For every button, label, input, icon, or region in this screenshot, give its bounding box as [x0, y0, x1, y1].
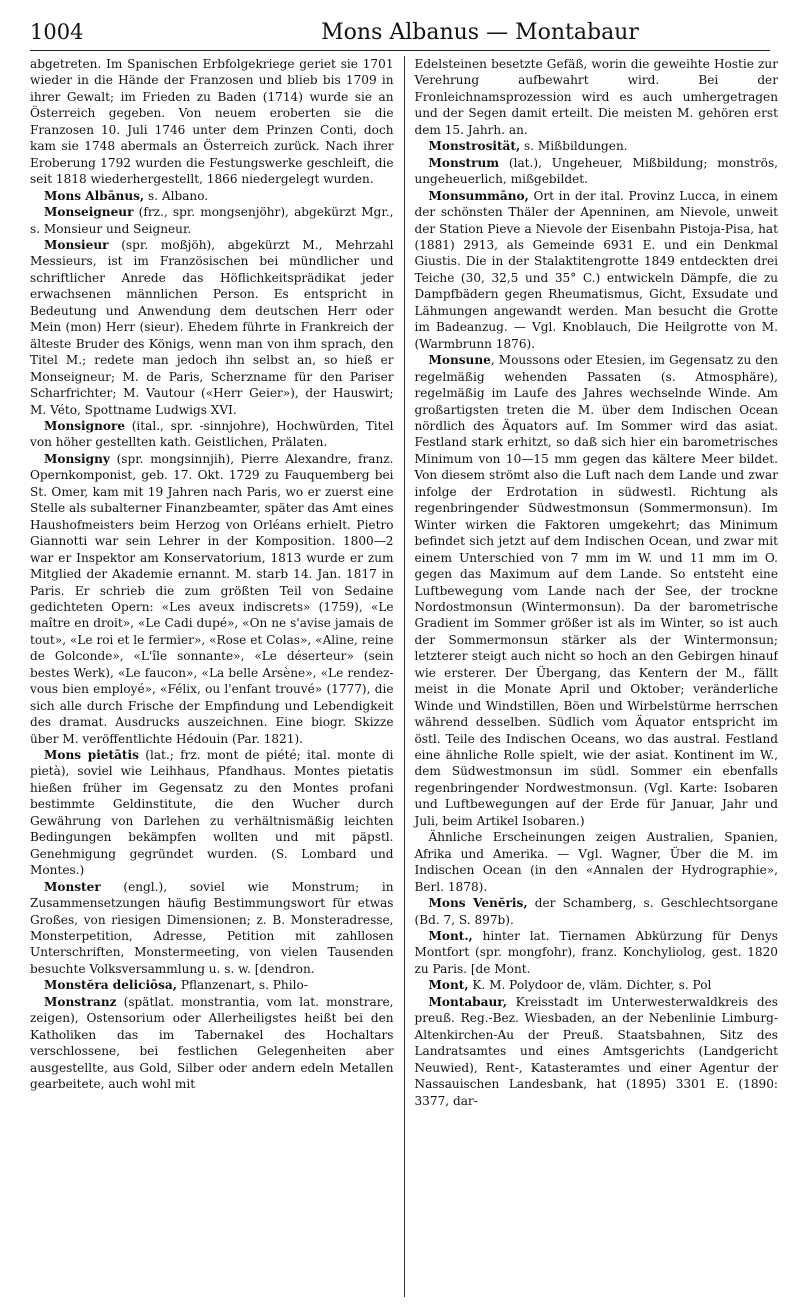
- dictionary-entry: [414, 829, 778, 895]
- entry-text: (spätlat. monstrantia, vom lat. monstrare, zeigen), Ostensorium oder Allerheiligstes heißt bei den Katholiken das im Tabernakel des Hochaltars verschlossene, bei festlichen Gelegenheiten aber ausgestellte, aus Gold, Silber oder andern edeln Metallen gearbeitete, auch wohl mit: [30, 994, 394, 1092]
- page-number: 1004: [30, 20, 84, 44]
- entry-text: (lat.; frz. mont de piété; ital. monte di pietà), soviel wie Leihhaus, Pfandhaus. Montes pietatis hießen früher im Gegensatz zu den Montes profani bestimmte Geldinstitute, die den Wucher durch Gewährung von Darlehen zu verhältnismäßig leichten Bedingungen bekämpfen wollten und mit päpstl. Genehmigung gegründet wurden. (S. Lombard und Montes.): [30, 748, 394, 878]
- entry-text: (spr. moßjöh), abgekürzt M., Mehrzahl Messieurs, ist im Französischen bei mündlicher und schriftlicher Anrede das Höflichkeitsprädikat jeder erwachsenen männlichen Person. Es entspricht in Bedeutung und Anwendung dem deutschen Herr oder Mein (mon) Herr (sieur). Ehedem führte in Frankreich der älteste Bruder des Königs, wenn man von ihm sprach, den Titel M.; redete man jedoch ihn selbst an, so hieß er Monseigneur; M. de Paris, Scherzname für den Pariser Scharfrichter; M. Vautour («Herr Geier»), der Hauswirt; M. Véto, Spottname Ludwigs XVI.: [30, 237, 394, 417]
- entry-text: Kreisstadt im Unterwesterwaldkreis des preuß. Reg.-Bez. Wiesbaden, an der Nebenlinie Limburg-Altenkirchen-Au der Preuß. Staatsbahnen, Sitz des Landratsamtes und eines Amtsgerichts (Landgericht Neuwied), Rent-, Katasteramtes und einer Agentur der Nassauischen Landesbank, hat (1895) 3301 E. (1890: 3377, dar-: [414, 994, 778, 1108]
- entry-headword: Monstranz: [44, 994, 117, 1009]
- entry-text: (lat.), Ungeheuer, Mißbildung; monströs, ungeheuerlich, mißgebildet.: [414, 155, 778, 187]
- entry-text: (frz., spr. mongsenjöhr), abgekürzt Mgr., s. Monsieur und Seigneur.: [30, 205, 394, 236]
- dictionary-entry: [30, 977, 394, 993]
- dictionary-entry: [30, 747, 394, 879]
- entry-text: (ital., spr. -sinnjohre), Hochwürden, Titel von höher gestellten kath. Geistlichen, Prälaten.: [30, 418, 394, 450]
- entry-text: hinter lat. Tiernamen Abkürzung für Denys Montfort (spr. mongfohr), franz. Konchyliolog, gest. 1820 zu Paris. [de Mont.: [414, 929, 778, 976]
- right-column: [410, 56, 778, 1297]
- entry-text: s. Mißbildungen.: [520, 139, 628, 154]
- dictionary-entry: [414, 188, 778, 353]
- dictionary-entry: [30, 994, 394, 1093]
- dictionary-entry: [414, 138, 778, 154]
- entry-text: s. Albano.: [144, 188, 209, 203]
- entry-headword: Monsune: [428, 353, 491, 368]
- entry-headword: Mont,: [428, 978, 469, 993]
- entry-headword: Mons Albānus,: [44, 188, 145, 203]
- entry-headword: Mons Venĕris,: [428, 896, 528, 911]
- entry-headword: Monsigny: [44, 451, 110, 466]
- entry-text: (spr. mongsinnjih), Pierre Alexandre, franz. Opernkomponist, geb. 17. Okt. 1729 zu Fauquemberg bei St. Omer, kam mit 19 Jahren nach Paris, wo er zuerst eine Stelle als subalterner Finanzbeamter, später das Amt eines Haushofmeisters beim Herzog von Orléans erhielt. Pietro Giannotti war sein Lehrer in der Komposition. 1800—2 war er Inspektor am Konservatorium, 1813 wurde er zum Mitglied der Akademie ernannt. M. starb 14. Jan. 1817 in Paris. Er schrieb die zum größten Teil von Sedaine gedichteten Opern: «Les aveux indiscrets» (1759), «Le maître en droit», «Le Cadi dupé», «On ne s'avise jamais de tout», «Le roi et le fermier», «Rose et Colas», «Aline, reine de Golconde», «L'île sonnante», «Le déserteur» (sein bestes Werk), «Le faucon», «La belle Arsène», «Le rendez-vous bien employé», «Félix, ou l'enfant trouvé» (1777), die sich alle durch Frische der Empfindung und Lebendigkeit des dramat. Ausdrucks auszeichnen. Eine biogr. Skizze über M. veröffentlichte Hédouin (Par. 1821).: [30, 451, 394, 746]
- dictionary-entry: [30, 188, 394, 204]
- entry-headword: Montabaur,: [428, 994, 507, 1009]
- dictionary-entry: [414, 928, 778, 977]
- dictionary-entry: [414, 352, 778, 829]
- continued-text: [414, 56, 778, 138]
- entry-headword: Monstrum: [428, 155, 500, 170]
- dictionary-entry: [414, 994, 778, 1109]
- entry-headword: Monsieur: [44, 237, 109, 252]
- entry-headword: Monstĕra deliciōsa,: [44, 978, 177, 993]
- dictionary-entry: [30, 418, 394, 451]
- entry-headword: Mons pietātis: [44, 748, 139, 763]
- entry-text: der Schamberg, s. Geschlechtsorgane (Bd. 7, S. 897b).: [414, 896, 778, 927]
- entry-text: Ähnliche Erscheinungen zeigen Australien, Spanien, Afrika und Amerika. — Vgl. Wagner, Über die M. im Indischen Ocean (in den «Annalen der Hydrographie», Berl. 1878).: [414, 830, 778, 894]
- entry-text: , Moussons oder Etesien, im Gegensatz zu den regelmäßig wehenden Passaten (s. Atmosphäre), regelmäßig im Laufe des Jahres wechselnde Winde. Am großartigsten treten die M. über dem Indischen Ocean nördlich des Äquators auf. Im Sommer wird das asiat. Festland stark erhitzt, so daß sich hier ein barometrisches Minimum von 10—15 mm gegen das kältere Meer bildet. Von diesem strömt also die Luft nach dem Lande und zwar infolge der Erdrotation in südwestl. Richtung als regenbringender Südwestmonsun (Sommermonsun). Im Winter wirken die Faktoren umgekehrt; das Minimum befindet sich jetzt auf dem Indischen Ocean, und zwar mit einem Unterschied von 7 mm im W. und 11 mm im O. gegen das Maximum auf dem Lande. So entsteht eine Luftbewegung vom Lande nach der See, der trockne Nordostmonsun (Wintermonsun). Da der barometrische Gradient im Sommer größer ist als im Winter, so ist auch der Sommermonsun stärker als der Wintermonsun; letzterer steigt auch nicht so hoch an den Gebirgen hinauf wie ersterer. Der Übergang, das Kentern der M., fällt meist in die Monate April und Oktober; veränderliche Winde und Windstillen, Böen und Wirbelstürme herrschen während desselben. Südlich vom Äquator entspricht im östl. Teile des Indischen Oceans, wo das austral. Festland eine ähnliche Rolle spielt, wie der asiat. Kontinent im W., dem Südwestmonsun im südl. Sommer ein ebenfalls regenbringender Nordwestmonsun. (Vgl. Karte: Isobaren und Luftbewegungen auf der Erde für Januar, Jahr und Juli, beim Artikel Isobaren.): [414, 353, 778, 828]
- dictionary-entry: [30, 237, 394, 418]
- entry-text: abgetreten. Im Spanischen Erbfolgekriege geriet sie 1701 wieder in die Hände der Franzosen und blieb bis 1709 in ihrer Gewalt; im Frieden zu Baden (1714) wurde sie an Österreich gegeben. Von neuem eroberten sie die Franzosen 10. Juli 1746 unter dem Prinzen Conti, doch kam sie 1748 abermals an Österreich zurück. Nach ihrer Eroberung 1792 wurden die Festungswerke geschleift, die seit 1818 wiederhergestellt, 1866 niedergelegt wurden.: [30, 57, 394, 187]
- entry-headword: Mont.,: [428, 929, 473, 944]
- dictionary-entry: [414, 155, 778, 188]
- entry-text: Edelsteinen besetzte Gefäß, worin die geweihte Hostie zur Verehrung aufbewahrt wird. Bei der Fronleichnamsprozession wird es auch umhergetragen und der Segen damit erteilt. Die meisten M. gehören erst dem 15. Jahrh. an.: [414, 57, 778, 137]
- running-title: Mons Albanus — Montabaur: [321, 19, 639, 45]
- page-header: [30, 14, 770, 51]
- entry-text: K. M. Polydoor de, vläm. Dichter, s. Pol: [468, 978, 712, 993]
- dictionary-entry: [414, 895, 778, 928]
- dictionary-entry: [414, 977, 778, 993]
- entry-headword: Monsummāno,: [428, 188, 529, 203]
- entry-text: Ort in der ital. Provinz Lucca, in einem der schönsten Thäler der Apenninen, am Nievole, unweit der Station Pieve a Nievole der Eisenbahn Pistoja-Pisa, hat (1881) 2913, als Gemeinde 6931 E. und ein Denkmal Giustis. Die in der Stalaktitengrotte 1849 entdeckten drei Teiche (30, 32,5 und 35° C.) entwickeln Dämpfe, die zu Dampfbädern gegen Rheumatismus, Gicht, Exsudate und Lähmungen angewandt werden. Man besucht die Grotte im Badeanzug. — Vgl. Knoblauch, Die Heilgrotte von M. (Warmbrunn 1876).: [414, 188, 778, 351]
- entry-text: Pflanzenart, s. Philo-: [176, 978, 308, 993]
- text-columns: [30, 56, 778, 1297]
- left-column: [30, 56, 404, 1297]
- entry-headword: Monstrosität,: [428, 139, 521, 154]
- continued-text: [30, 56, 394, 188]
- entry-headword: Monsignore: [44, 418, 126, 433]
- column-divider: [404, 56, 405, 1297]
- entry-headword: Monseigneur: [44, 205, 134, 220]
- entry-headword: Monster: [44, 879, 101, 894]
- entry-text: (engl.), soviel wie Monstrum; in Zusammensetzungen häufig Bestimmungswort für etwas Großes, von riesigen Dimensionen; z. B. Monsteradresse, Monsterpetition, Adresse, Petition mit zahllosen Unterschriften, Monstermeeting, von vielen Tausenden besuchte Volksversammlung u. s. w. [dendron.: [30, 879, 394, 976]
- dictionary-entry: [30, 451, 394, 747]
- dictionary-entry: [30, 879, 394, 978]
- dictionary-entry: [30, 204, 394, 237]
